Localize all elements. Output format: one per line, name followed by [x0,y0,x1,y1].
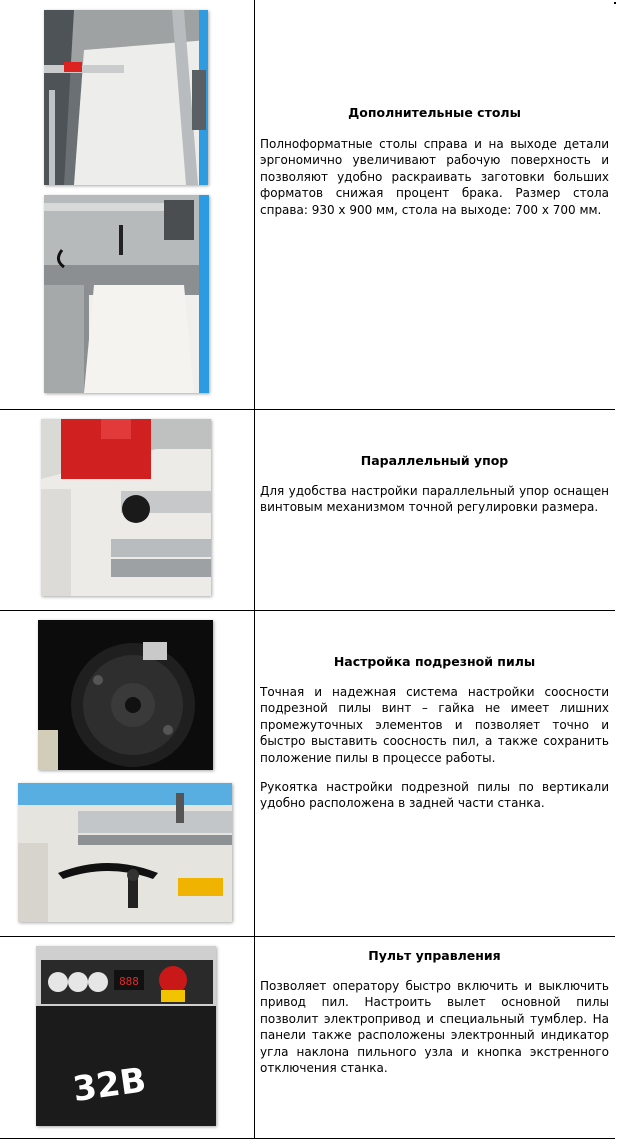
section-title: Параллельный упор [360,453,509,468]
extra-table-photo [44,10,208,185]
outfeed-table-photo [44,195,209,393]
control-panel-photo [36,946,216,1126]
image-cell [0,0,254,409]
text-cell [260,611,609,936]
scoring-handle-photo [18,783,232,922]
image-cell [0,611,254,936]
section-title: Дополнительные столы [348,105,521,120]
section-title: Настройка подрезной пилы [333,654,536,669]
section-description: Рукоятка настройки подрезной пилы по вертикали удобно расположена в задней части станка. [260,780,609,811]
feature-row-scoring-saw [0,611,615,936]
image-cell [0,410,254,610]
text-cell [260,0,609,409]
section-description: Для удобства настройки параллельный упор оснащен винтовым механизмом точной регулировки размера. [260,484,609,515]
scoring-adjust-photo [38,620,213,770]
text-cell [260,410,609,610]
feature-row-control-panel [0,937,615,1138]
machine-model-label: 32B [70,1060,149,1111]
text-cell [260,937,609,1138]
feature-row-extra-tables [0,0,615,409]
angle-indicator-display: 888 [119,975,139,988]
row-divider [0,1138,615,1139]
section-description: Позволяет оператору быстро включить и выключить привод пил. Настроить вылет основной пилы позволит электропривод и специальный тумблер. На панели также расположены электронный индикатор угла наклона пильного узла и кнопка экстренного отключения станка. [260,979,609,1076]
feature-row-parallel-fence [0,410,615,610]
section-title: Пульт управления [368,948,501,963]
parallel-fence-photo [41,419,211,596]
image-cell [0,937,254,1138]
section-description: Точная и надежная система настройки соосности подрезной пилы винт – гайка не имеет лишних промежуточных элементов и позволяет точно и быстро выставить соосность пил, а также сохранить положение пилы в процессе работы. [260,685,609,765]
section-description: Полноформатные столы справа и на выходе детали эргономично увеличивают рабочую поверхность и позволяют удобно раскраивать заготовки больших форматов снижая процент брака. Размер стола справа: 930 х 900 мм, стола на выходе: 700 х 700 мм. [260,137,609,217]
